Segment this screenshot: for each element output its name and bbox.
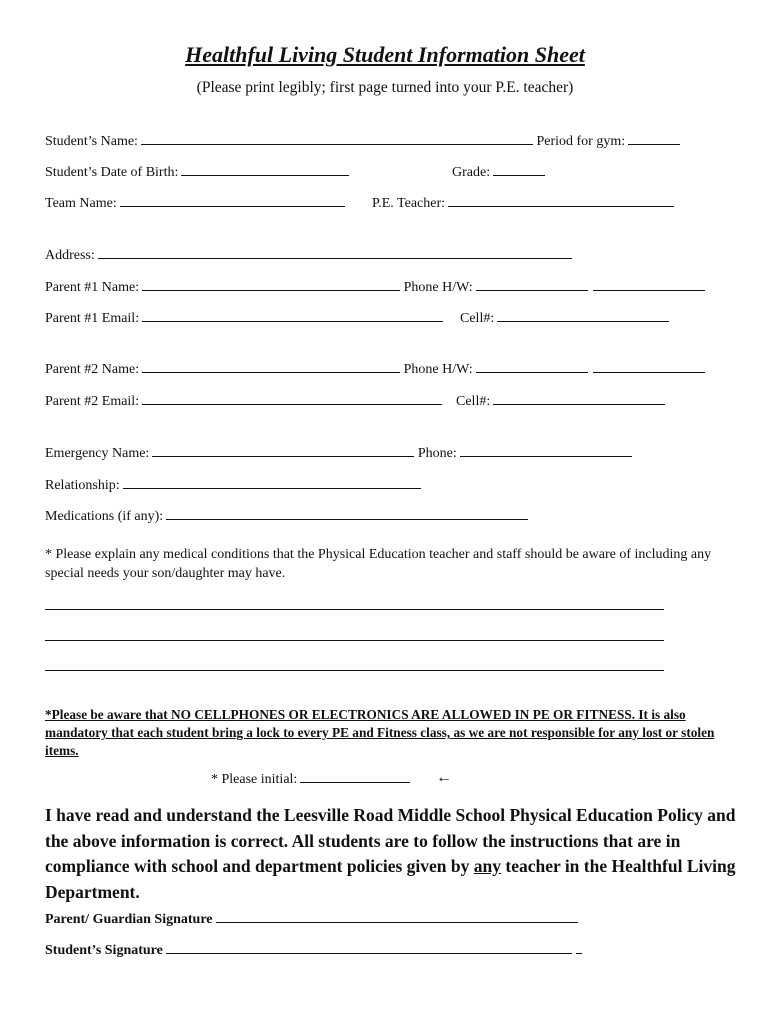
team-row — [45, 195, 345, 212]
parent1-phone-label: Phone H/W: — [403, 280, 473, 295]
team-field[interactable] — [120, 195, 345, 207]
parent2-work-phone-field[interactable] — [593, 361, 705, 373]
emergency-name-field[interactable] — [152, 445, 414, 457]
electronics-warning: *Please be aware that NO CELLPHONES OR ELECTRONICS ARE ALLOWED IN PE OR FITNESS. It is also mandatory that each student bring a lock to every PE and Fitness class, as we are not responsible for any lost or stolen items. — [45, 707, 715, 758]
team-label: Team Name: — [45, 196, 117, 211]
student-name-row — [45, 133, 680, 150]
student-name-label: Student’s Name: — [45, 134, 138, 149]
initial-label: * Please initial: — [211, 772, 298, 787]
declaration-emphasis: any — [473, 856, 501, 876]
initial-field[interactable] — [300, 771, 410, 783]
address-field[interactable] — [98, 247, 572, 259]
parent2-name-row — [45, 361, 705, 378]
parent-signature-label: Parent/ Guardian Signature — [45, 912, 213, 927]
dob-label: Student’s Date of Birth: — [45, 165, 179, 180]
medications-field[interactable] — [166, 508, 528, 520]
pe-teacher-label: P.E. Teacher: — [372, 196, 446, 211]
parent2-name-field[interactable] — [142, 361, 400, 373]
parent1-email-label: Parent #1 Email: — [45, 311, 140, 326]
medical-conditions-line-2[interactable] — [45, 640, 664, 641]
parent1-name-field[interactable] — [142, 279, 400, 291]
student-signature-field[interactable] — [166, 942, 572, 954]
medications-row — [45, 508, 528, 525]
parent-signature-row — [45, 911, 578, 928]
emergency-name-label: Emergency Name: — [45, 446, 150, 461]
parent2-cell-row — [456, 393, 665, 410]
page-subtitle: (Please print legibly; first page turned into your P.E. teacher) — [196, 79, 574, 96]
parent1-name-label: Parent #1 Name: — [45, 280, 140, 295]
parent1-cell-label: Cell#: — [460, 311, 495, 326]
initial-row — [211, 771, 410, 788]
parent2-email-row — [45, 393, 442, 410]
page-title: Healthful Living Student Information Sheet — [185, 42, 585, 67]
address-label: Address: — [45, 248, 95, 263]
emergency-row — [45, 445, 632, 462]
student-signature-label: Student’s Signature — [45, 943, 163, 958]
parent1-cell-row — [460, 310, 669, 327]
period-label: Period for gym: — [536, 134, 626, 149]
relationship-label: Relationship: — [45, 478, 120, 493]
parent1-name-row — [45, 279, 705, 296]
parent1-cell-field[interactable] — [497, 310, 669, 322]
parent2-cell-label: Cell#: — [456, 394, 491, 409]
student-signature-row — [45, 942, 582, 959]
parent2-phone-label: Phone H/W: — [403, 362, 473, 377]
dob-row — [45, 164, 349, 181]
pe-teacher-row — [372, 195, 674, 212]
parent1-work-phone-field[interactable] — [593, 279, 705, 291]
dob-field[interactable] — [181, 164, 349, 176]
relationship-row — [45, 477, 421, 494]
medical-conditions-line-3[interactable] — [45, 670, 664, 671]
period-field[interactable] — [628, 133, 680, 145]
medical-conditions-line-1[interactable] — [45, 609, 664, 610]
grade-label: Grade: — [452, 165, 491, 180]
declaration-text-1: I have read and understand the Leesville Road Middle School Physical Education Policy and the above information is correct. All students are to follow the instructions that are in compliance with school and department policies given by — [45, 805, 736, 876]
parent2-cell-field[interactable] — [493, 393, 665, 405]
emergency-phone-field[interactable] — [460, 445, 632, 457]
emergency-phone-label: Phone: — [417, 446, 457, 461]
declaration-text-2: teacher in the Healthful Living Department. — [45, 856, 736, 902]
parent2-home-phone-field[interactable] — [476, 361, 588, 373]
policy-declaration — [45, 803, 745, 905]
medical-conditions-note: * Please explain any medical conditions that the Physical Education teacher and staff should be aware of including any special needs your son/daughter may have. — [45, 547, 712, 581]
parent2-name-label: Parent #2 Name: — [45, 362, 140, 377]
parent1-home-phone-field[interactable] — [476, 279, 588, 291]
left-arrow-icon: ← — [436, 769, 452, 786]
student-signature-field-end — [576, 942, 582, 954]
medications-label: Medications (if any): — [45, 509, 164, 524]
parent2-email-field[interactable] — [142, 393, 442, 405]
parent1-email-field[interactable] — [142, 310, 443, 322]
grade-row — [452, 164, 545, 181]
parent-signature-field[interactable] — [216, 911, 578, 923]
pe-teacher-field[interactable] — [448, 195, 674, 207]
parent2-email-label: Parent #2 Email: — [45, 394, 140, 409]
parent1-email-row — [45, 310, 443, 327]
relationship-field[interactable] — [123, 477, 421, 489]
address-row — [45, 247, 572, 264]
grade-field[interactable] — [493, 164, 545, 176]
student-name-field[interactable] — [141, 133, 533, 145]
